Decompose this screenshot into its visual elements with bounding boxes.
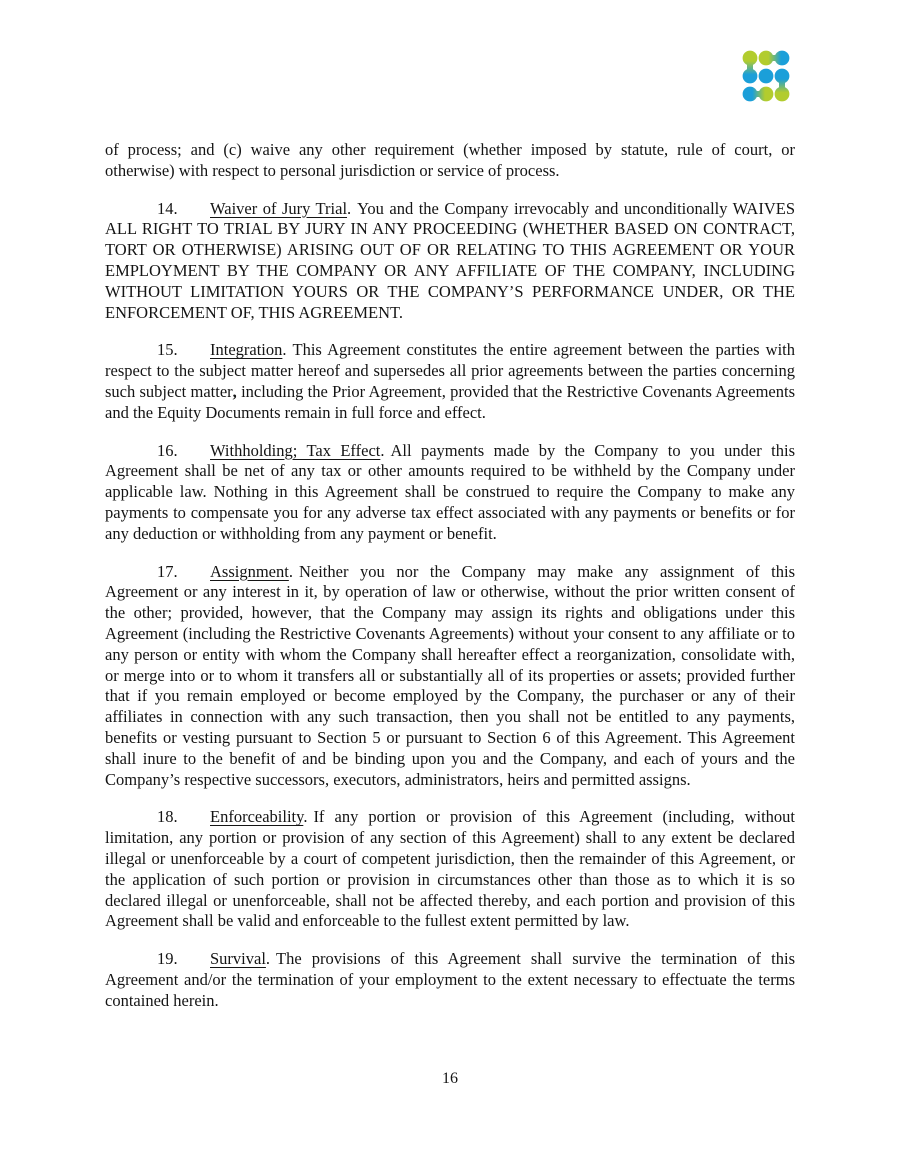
- section-18-enforceability: [105, 807, 795, 932]
- section-heading: Enforceability: [210, 807, 304, 827]
- company-logo-icon: [742, 50, 790, 102]
- section-body: You and the Company irrevocably and unconditionally WAIVES ALL RIGHT TO TRIAL BY JURY IN ANY PROCEEDING (WHETHER BASED ON CONTRACT, TORT OR OTHERWISE) ARISING OUT OF OR RELATING TO THIS AGREEMENT OR YOUR EMPLOYMENT BY THE COMPANY OR ANY AFFILIATE OF THE COMPANY, INCLUDING WITHOUT LIMITATION YOURS OR THE COMPANY’S PERFORMANCE UNDER, OR THE ENFORCEMENT OF, THIS AGREEMENT.: [105, 198, 795, 322]
- logo-dumbbell-bottom-horizontal: [743, 87, 774, 102]
- section-number: 18.: [157, 807, 178, 827]
- section-number: 16.: [157, 440, 178, 460]
- section-body: All payments made by the Company to you under this Agreement shall be net of any tax or other amounts required to be withheld by the Company under applicable law. Nothing in this Agreement shall be construed to require the Company to make any payments to compensate you for any adverse tax effect associated with any payments or benefits or for any deduction or withholding from any payment or benefit.: [105, 440, 795, 543]
- section-16-withholding-tax-effect: [105, 441, 795, 545]
- section-14-waiver-of-jury-trial: [105, 199, 795, 324]
- section-body-pre: This Agreement constitutes the entire agreement between the parties with respect to the subject matter hereof and supersedes all prior agreements between the parties concerning such subject matter: [105, 340, 795, 401]
- heading-suffix: .: [380, 440, 385, 460]
- section-19-survival: [105, 949, 795, 1011]
- logo-center-dot: [759, 69, 774, 84]
- heading-suffix: .: [303, 807, 308, 827]
- section-body: If any portion or provision of this Agreement (including, without limitation, any portion or provision of any section of this Agreement) shall to any extent be declared illegal or unenforceable by a court of competent jurisdiction, then the remainder of this Agreement, or the application of such portion or provision in circumstances other than those as to which it is so declared illegal or unenforceable, shall not be affected thereby, and each portion and provision of this Agreement shall be valid and enforceable to the fullest extent permitted by law.: [105, 807, 795, 931]
- intro-paragraph: [105, 140, 795, 182]
- section-number: 19.: [157, 949, 178, 969]
- section-number: 14.: [157, 198, 178, 218]
- heading-suffix: .: [282, 340, 287, 360]
- section-body: Neither you nor the Company may make any assignment of this Agreement or any interest in it, by operation of law or otherwise, without the prior written consent of the other; provided, however, that the Company may assign its rights and obligations under this Agreement (including the Restrictive Covenants Agreements) without your consent to any affiliate or to any person or entity with whom the Company shall hereafter effect a reorganization, consolidate with, or merge into or to whom it transfers all or substantially all of its properties or assets; provided further that if you remain employed or become employed by the Company, the purchaser or any of their affiliates in connection with any such transaction, then you shall not be entitled to any payments, benefits or vesting pursuant to Section 5 or pursuant to Section 6 of this Agreement. This Agreement shall inure to the benefit of and be binding upon you and the Company, and each of yours and the Company’s respective successors, executors, administrators, heirs and permitted assigns.: [105, 561, 795, 789]
- logo-dumbbell-top-horizontal: [759, 51, 790, 66]
- section-heading: Integration: [210, 340, 283, 360]
- heading-suffix: .: [347, 198, 352, 218]
- logo-dumbbell-right-vertical: [775, 69, 790, 102]
- section-heading: Waiver of Jury Trial: [210, 198, 348, 218]
- section-heading: Assignment: [210, 561, 289, 581]
- section-number: 17.: [157, 561, 178, 581]
- heading-suffix: .: [265, 949, 271, 969]
- section-15-integration: [105, 340, 795, 423]
- section-number: 15.: [157, 340, 178, 360]
- section-17-assignment: [105, 562, 795, 791]
- section-body-post: including the Prior Agreement, provided that the Restrictive Covenants Agreements and the Equity Documents remain in full force and effect.: [105, 381, 795, 422]
- section-heading: Survival: [210, 949, 266, 969]
- heading-suffix: .: [288, 561, 293, 581]
- document-body: [105, 140, 795, 1028]
- bold-comma: ,: [232, 381, 237, 401]
- page-number: 16: [442, 1070, 458, 1087]
- intro-paragraph-text: of process; and (c) waive any other requirement (whether imposed by statute, rule of court, or otherwise) with respect to personal jurisdiction or service of process.: [105, 140, 795, 180]
- section-body: The provisions of this Agreement shall survive the termination of this Agreement and/or the termination of your employment to the extent necessary to effectuate the terms contained herein.: [105, 949, 795, 1010]
- logo-dumbbell-left-vertical: [743, 51, 758, 84]
- section-heading: Withholding; Tax Effect: [210, 440, 381, 460]
